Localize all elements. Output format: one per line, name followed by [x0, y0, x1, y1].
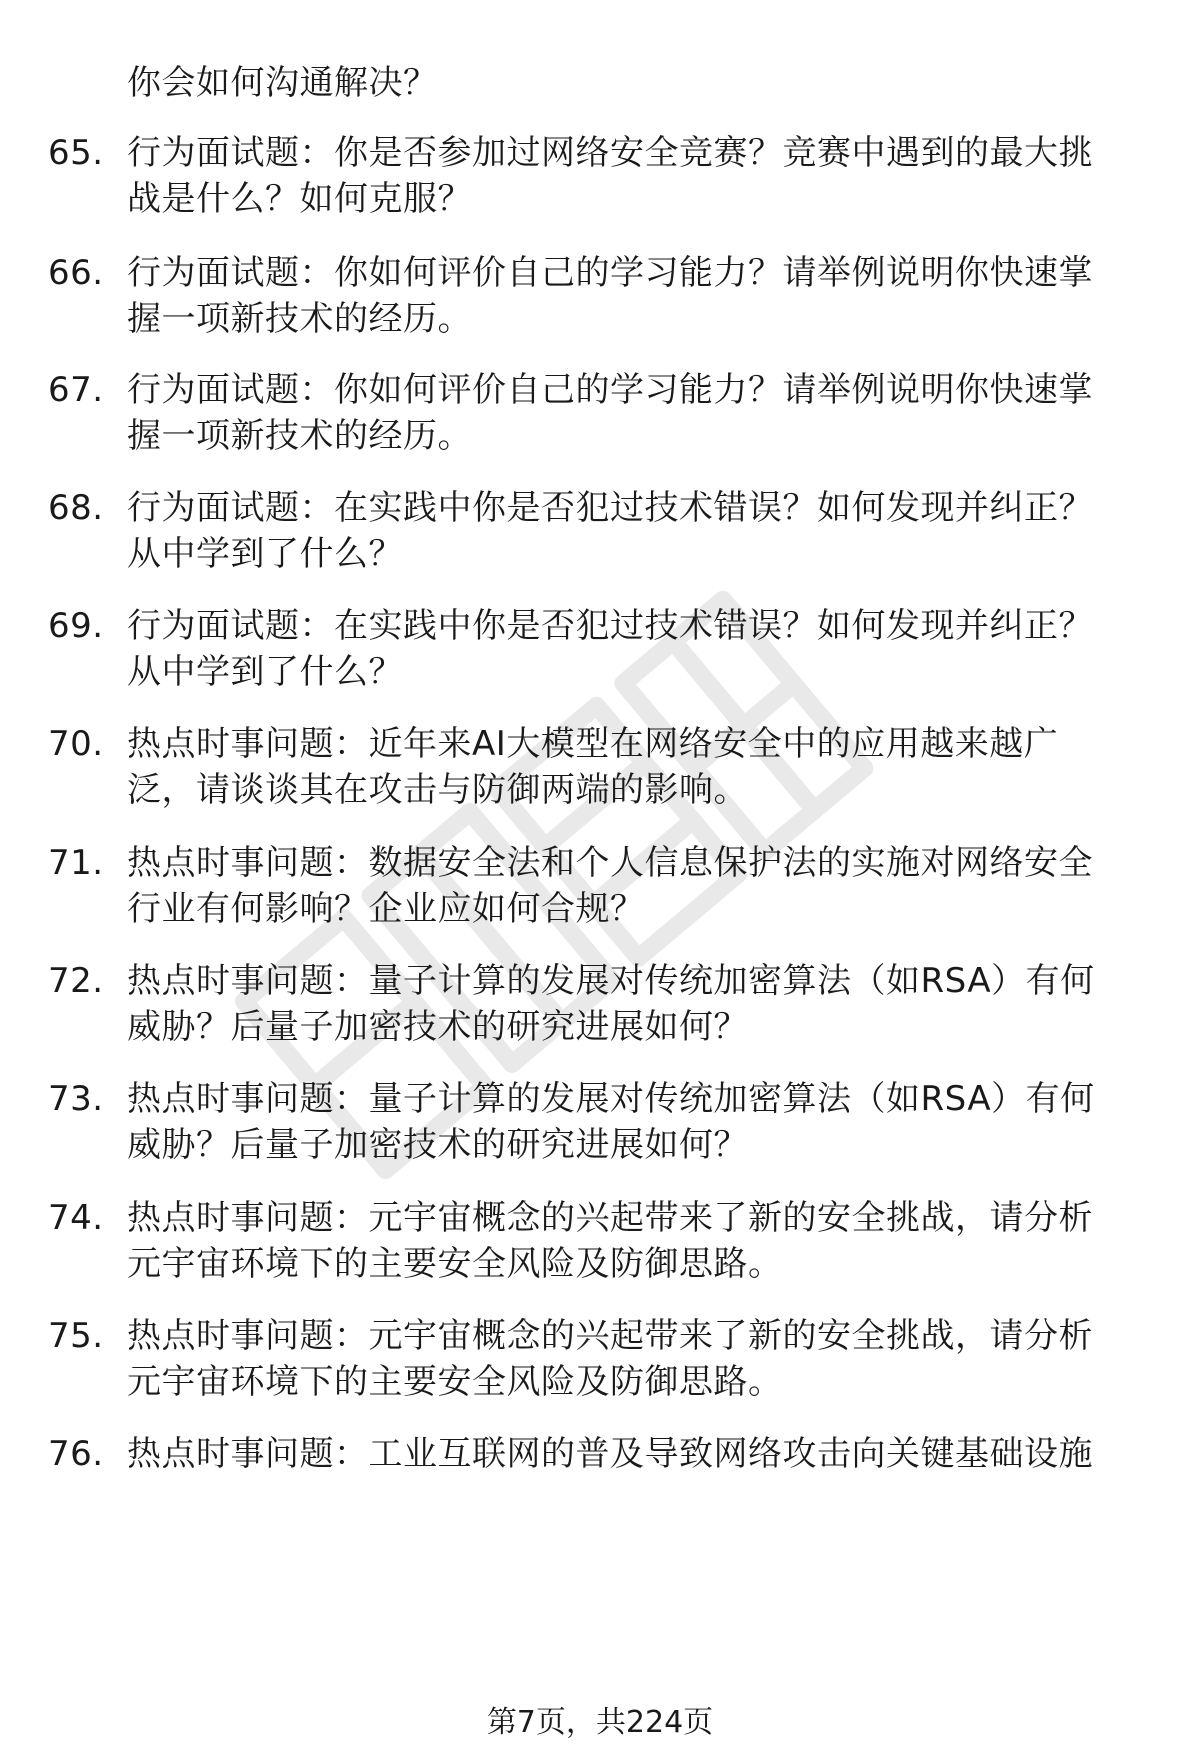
- question-number: 67.: [48, 370, 104, 410]
- question-number: 74.: [48, 1198, 104, 1238]
- question-text-line: 热点时事问题：元宇宙概念的兴起带来了新的安全挑战，请分析: [127, 1198, 1093, 1238]
- question-text-line: 热点时事问题：量子计算的发展对传统加密算法（如RSA）有何: [127, 1079, 1095, 1119]
- question-number: 65.: [48, 133, 104, 173]
- question-item: [48, 721, 1158, 813]
- question-number: 72.: [48, 961, 104, 1001]
- question-item: [48, 250, 1158, 342]
- question-item: [48, 958, 1158, 1050]
- question-number: 68.: [48, 488, 104, 528]
- question-text-line: 威胁？后量子加密技术的研究进展如何？: [127, 1125, 748, 1165]
- question-text-line: 行业有何影响？企业应如何合规？: [127, 889, 645, 929]
- question-text-line: 从中学到了什么？: [127, 652, 403, 692]
- question-text-line: 握一项新技术的经历。: [127, 299, 472, 339]
- question-text-line: 元宇宙环境下的主要安全风险及防御思路。: [127, 1244, 783, 1284]
- question-text-line: 行为面试题：在实践中你是否犯过技术错误？如何发现并纠正？: [127, 606, 1093, 646]
- question-item: [48, 367, 1158, 459]
- question-text-line: 热点时事问题：近年来AI大模型在网络安全中的应用越来越广: [127, 724, 1059, 764]
- question-item: [48, 485, 1158, 577]
- question-text-line: 威胁？后量子加密技术的研究进展如何？: [127, 1007, 748, 1047]
- question-text-line: 元宇宙环境下的主要安全风险及防御思路。: [127, 1362, 783, 1402]
- question-text-line: 热点时事问题：元宇宙概念的兴起带来了新的安全挑战，请分析: [127, 1316, 1093, 1356]
- question-number: 70.: [48, 724, 104, 764]
- question-text-line: 行为面试题：你如何评价自己的学习能力？请举例说明你快速掌: [127, 370, 1093, 410]
- question-text-line: 热点时事问题：工业互联网的普及导致网络攻击向关键基础设施: [127, 1434, 1093, 1474]
- question-text-line: 热点时事问题：量子计算的发展对传统加密算法（如RSA）有何: [127, 961, 1095, 1001]
- question-text-line: 战是什么？如何克服？: [127, 179, 472, 219]
- question-text-line: 行为面试题：你是否参加过网络安全竞赛？竞赛中遇到的最大挑: [127, 133, 1093, 173]
- question-number: 71.: [48, 843, 104, 883]
- question-text-line: 行为面试题：在实践中你是否犯过技术错误？如何发现并纠正？: [127, 488, 1093, 528]
- question-number: 76.: [48, 1434, 104, 1474]
- question-text-line: 握一项新技术的经历。: [127, 416, 472, 456]
- question-item: [48, 130, 1158, 222]
- question-number: 75.: [48, 1316, 104, 1356]
- question-number: 66.: [48, 253, 104, 293]
- question-text-line: 泛，请谈谈其在攻击与防御两端的影响。: [127, 770, 748, 810]
- question-text-line: 行为面试题：你如何评价自己的学习能力？请举例说明你快速掌: [127, 253, 1093, 293]
- page-footer: 第7页，共224页: [486, 1705, 714, 1740]
- question-number: 73.: [48, 1079, 104, 1119]
- continuation-text: 你会如何沟通解决？: [127, 63, 438, 103]
- question-number: 69.: [48, 606, 104, 646]
- question-item: [48, 840, 1158, 932]
- question-item: [48, 1313, 1158, 1405]
- question-text-line: 从中学到了什么？: [127, 534, 403, 574]
- question-text-line: 热点时事问题：数据安全法和个人信息保护法的实施对网络安全: [127, 843, 1093, 883]
- question-item: [48, 603, 1158, 695]
- question-item: [48, 1076, 1158, 1168]
- question-item: [48, 1195, 1158, 1287]
- question-item: [48, 1431, 1158, 1477]
